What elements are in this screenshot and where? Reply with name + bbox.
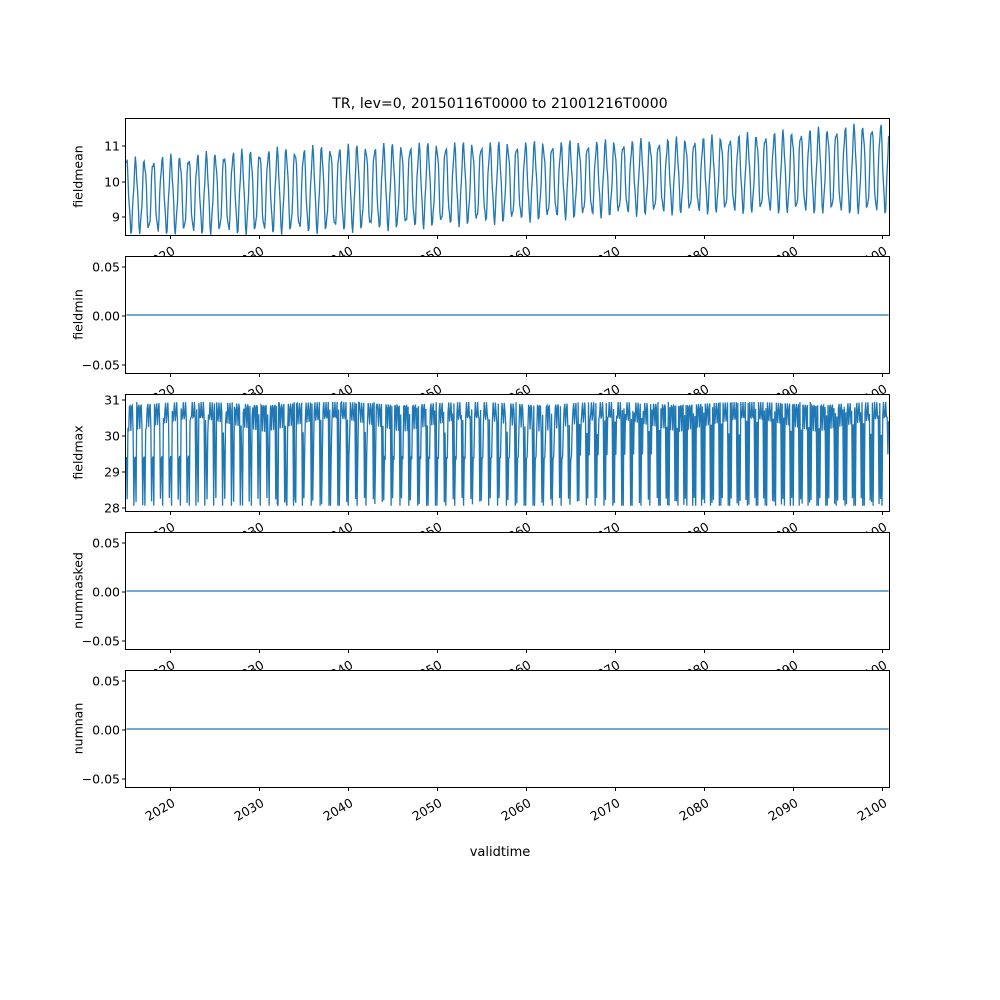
xtick-label: 2060 (498, 795, 534, 824)
ytick-mark (122, 730, 126, 731)
xtick-mark (882, 511, 883, 515)
ytick-mark (122, 365, 126, 366)
series-fieldmax (126, 395, 889, 511)
xtick-mark (882, 787, 883, 791)
xtick-mark (793, 511, 794, 515)
ylabel-fieldmin: fieldmin (70, 289, 86, 340)
xtick-mark (526, 649, 527, 653)
ylabel-fieldmax: fieldmax (70, 425, 86, 480)
ytick-mark (122, 592, 126, 593)
xtick-mark (259, 511, 260, 515)
xtick-mark (615, 787, 616, 791)
xtick-mark (882, 373, 883, 377)
xtick-mark (259, 373, 260, 377)
xtick-label: 2070 (587, 795, 623, 824)
xlabel-validtime: validtime (469, 845, 531, 860)
xtick-mark (793, 373, 794, 377)
ytick-label: 29 (104, 464, 120, 480)
ylabel-numnan: numnan (70, 702, 86, 755)
xtick-label: 2030 (231, 795, 267, 824)
ytick-mark (122, 680, 126, 681)
xtick-mark (615, 649, 616, 653)
xtick-mark (882, 235, 883, 239)
ytick-label: 30 (104, 428, 120, 444)
ytick-mark (122, 316, 126, 317)
ytick-label: 11 (104, 138, 120, 154)
ytick-mark (122, 542, 126, 543)
ytick-label: 0.00 (92, 308, 120, 324)
xtick-mark (704, 235, 705, 239)
series-nummasked (126, 533, 889, 649)
ytick-label: −0.05 (81, 771, 120, 787)
ytick-label: 28 (104, 500, 120, 516)
ylabel-nummasked: nummasked (70, 552, 86, 629)
xtick-mark (793, 235, 794, 239)
xtick-mark (437, 787, 438, 791)
xtick-mark (348, 373, 349, 377)
xtick-label: 2050 (409, 795, 445, 824)
ytick-label: 31 (104, 392, 120, 408)
ytick-label: 0.00 (92, 722, 120, 738)
ytick-mark (122, 266, 126, 267)
subplot-fieldmin (70, 256, 890, 374)
xtick-label: 2020 (142, 795, 178, 824)
ytick-mark (122, 471, 126, 472)
xtick-mark (170, 373, 171, 377)
subplot-fieldmean (70, 118, 890, 236)
ytick-label: 0.05 (92, 259, 120, 275)
ytick-label: −0.05 (81, 633, 120, 649)
ylabel-fieldmean: fieldmean (70, 145, 86, 208)
xtick-mark (259, 787, 260, 791)
xtick-mark (437, 235, 438, 239)
xtick-mark (615, 235, 616, 239)
series-fieldmean (126, 119, 889, 235)
xtick-mark (793, 787, 794, 791)
xtick-mark (704, 511, 705, 515)
ytick-label: 0.00 (92, 584, 120, 600)
xtick-mark (348, 649, 349, 653)
plot-area-fieldmean (126, 119, 889, 235)
ytick-mark (122, 779, 126, 780)
ytick-label: 9 (112, 209, 120, 225)
xtick-mark (348, 511, 349, 515)
xtick-mark (259, 235, 260, 239)
xtick-label: 2080 (676, 795, 712, 824)
ytick-label: 0.05 (92, 673, 120, 689)
xtick-mark (170, 787, 171, 791)
plot-area-numnan (126, 671, 889, 787)
xtick-mark (526, 511, 527, 515)
plot-area-fieldmax (126, 395, 889, 511)
xtick-mark (170, 235, 171, 239)
xtick-mark (704, 373, 705, 377)
xtick-mark (615, 511, 616, 515)
xtick-label: 2100 (854, 795, 890, 824)
chart-title: TR, lev=0, 20150116T0000 to 21001216T0000 (332, 96, 668, 112)
xtick-mark (526, 787, 527, 791)
xtick-mark (437, 511, 438, 515)
xtick-mark (615, 373, 616, 377)
xtick-mark (348, 787, 349, 791)
xtick-mark (170, 649, 171, 653)
plot-area-nummasked (126, 533, 889, 649)
xtick-mark (526, 373, 527, 377)
subplot-fieldmax (70, 392, 890, 516)
ytick-mark (122, 436, 126, 437)
series-fieldmin (126, 257, 889, 373)
ytick-mark (122, 217, 126, 218)
plot-area-fieldmin (126, 257, 889, 373)
xtick-mark (170, 511, 171, 515)
xtick-mark (259, 649, 260, 653)
ytick-label: −0.05 (81, 357, 120, 373)
xtick-mark (793, 649, 794, 653)
subplot-numnan (70, 670, 890, 824)
xtick-label: 2090 (765, 795, 801, 824)
xtick-mark (437, 373, 438, 377)
series-numnan (126, 671, 889, 787)
xtick-mark (704, 649, 705, 653)
ytick-mark (122, 641, 126, 642)
xtick-mark (526, 235, 527, 239)
xtick-mark (348, 235, 349, 239)
subplot-nummasked (70, 532, 890, 650)
ytick-mark (122, 145, 126, 146)
ytick-label: 0.05 (92, 535, 120, 551)
xtick-mark (437, 649, 438, 653)
ytick-mark (122, 181, 126, 182)
xtick-label: 2040 (320, 795, 356, 824)
xtick-mark (882, 649, 883, 653)
ytick-label: 10 (104, 174, 120, 190)
ytick-mark (122, 507, 126, 508)
xtick-mark (704, 787, 705, 791)
ytick-mark (122, 400, 126, 401)
